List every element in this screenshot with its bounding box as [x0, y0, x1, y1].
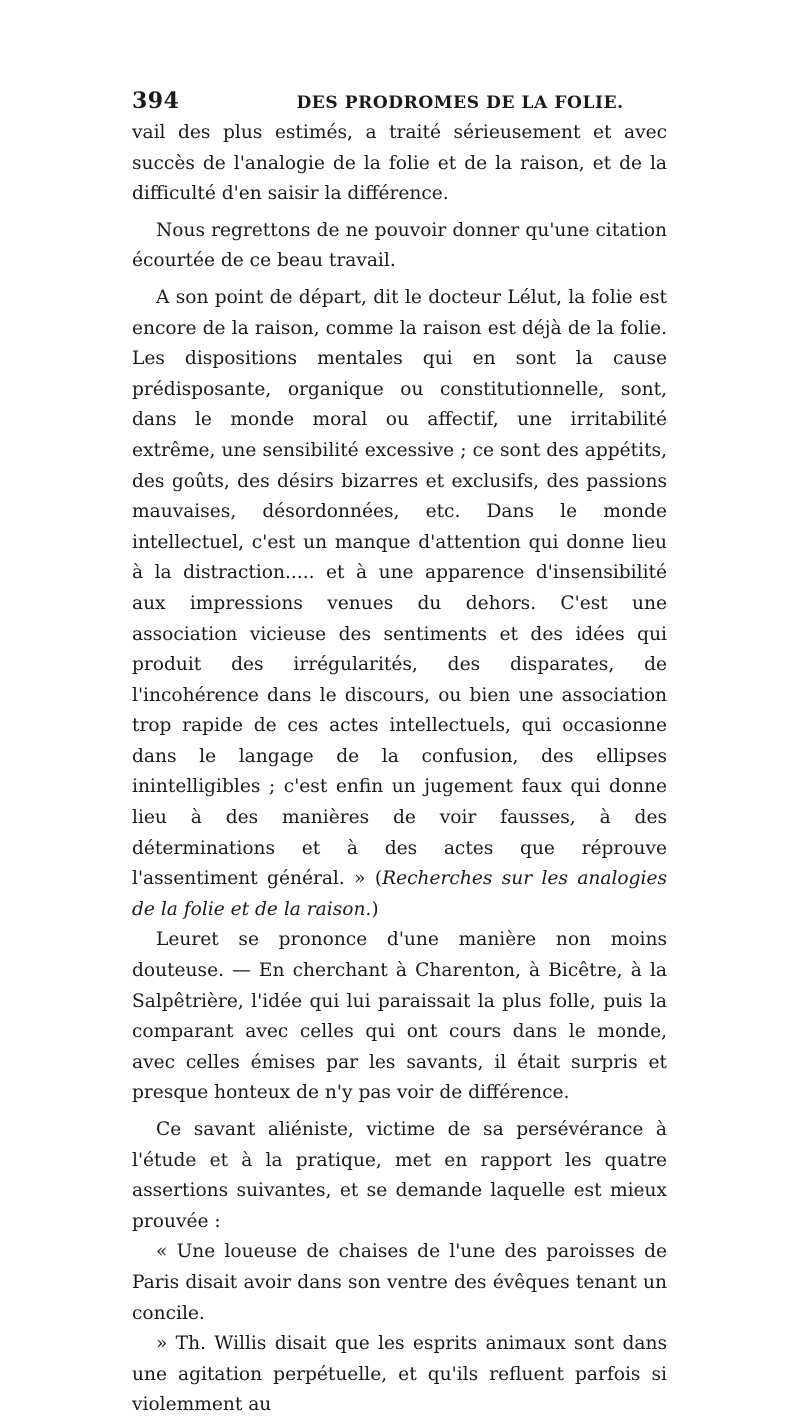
paragraph-leuret: Leuret se prononce d'une manière non moins douteuse. — En cherchant à Charenton, à Bicêtre, à la Salpêtrière, l'idée qui lui paraissait la plus folle, puis la comparant avec celles qui ont cours dans le monde, avec celles émises par les savants, il était surpris et presque honteux de n'y pas voir de différence.	[132, 929, 667, 1104]
page-header	[132, 88, 667, 118]
paragraph-loueuse: « Une loueuse de chaises de l'une des paroisses de Paris disait avoir dans son ventre des évêques tenant un concile.	[132, 1241, 667, 1324]
lelut-quote-text: A son point de départ, dit le docteur Lélut, la folie est encore de la raison, comme la raison est déjà de la folie. Les dispositions mentales qui en sont la cause prédisposante, organique ou constitutionnelle, sont, dans le monde moral ou affectif, une irritabilité extrême, une sensibilité excessive ; ce sont des appétits, des goûts, des désirs bizarres et exclusifs, des passions mauvaises, désordonnées, etc. Dans le monde intellectuel, c'est un manque d'attention qui donne lieu à la distraction..... et à une apparence d'insensibilité aux impressions venues du dehors. C'est une association vicieuse des sentiments et des idées qui produit des irrégularités, des disparates, de l'incohérence dans le discours, ou bien une association trop rapide de ces actes intellectuels, qui occasionne dans le langage de la confusion, des ellipses inintelligibles ; c'est enfin un jugement faux qui donne lieu à des manières de voir fausses, à des déterminations et à des actes que réprouve l'assentiment général. »	[132, 286, 667, 890]
body-text	[132, 118, 667, 1421]
paragraph-willis: » Th. Willis disait que les esprits animaux sont dans une agitation perpétuelle, et qu'ils refluent parfois si violemment au	[132, 1333, 667, 1416]
paragraph-regret: Nous regrettons de ne pouvoir donner qu'une citation écourtée de ce beau travail.	[132, 219, 667, 272]
page-number: 394	[132, 88, 180, 114]
citation-title: Recherches sur les analogies de la folie et de la raison.	[132, 868, 667, 920]
paragraph-alieniste: Ce savant aliéniste, victime de sa persévérance à l'étude et à la pratique, met en rapport les quatre assertions suivantes, et se demande laquelle est mieux prouvée :	[132, 1119, 667, 1232]
paragraph-lelut-quote	[132, 283, 667, 925]
citation-open: (	[374, 868, 383, 890]
citation-close: )	[371, 898, 379, 920]
paragraph-continuation: vail des plus estimés, a traité sérieusement et avec succès de l'analogie de la folie et de la raison, et de la difficulté d'en saisir la différence.	[132, 122, 667, 205]
running-title: DES PRODROMES DE LA FOLIE.	[296, 93, 624, 113]
